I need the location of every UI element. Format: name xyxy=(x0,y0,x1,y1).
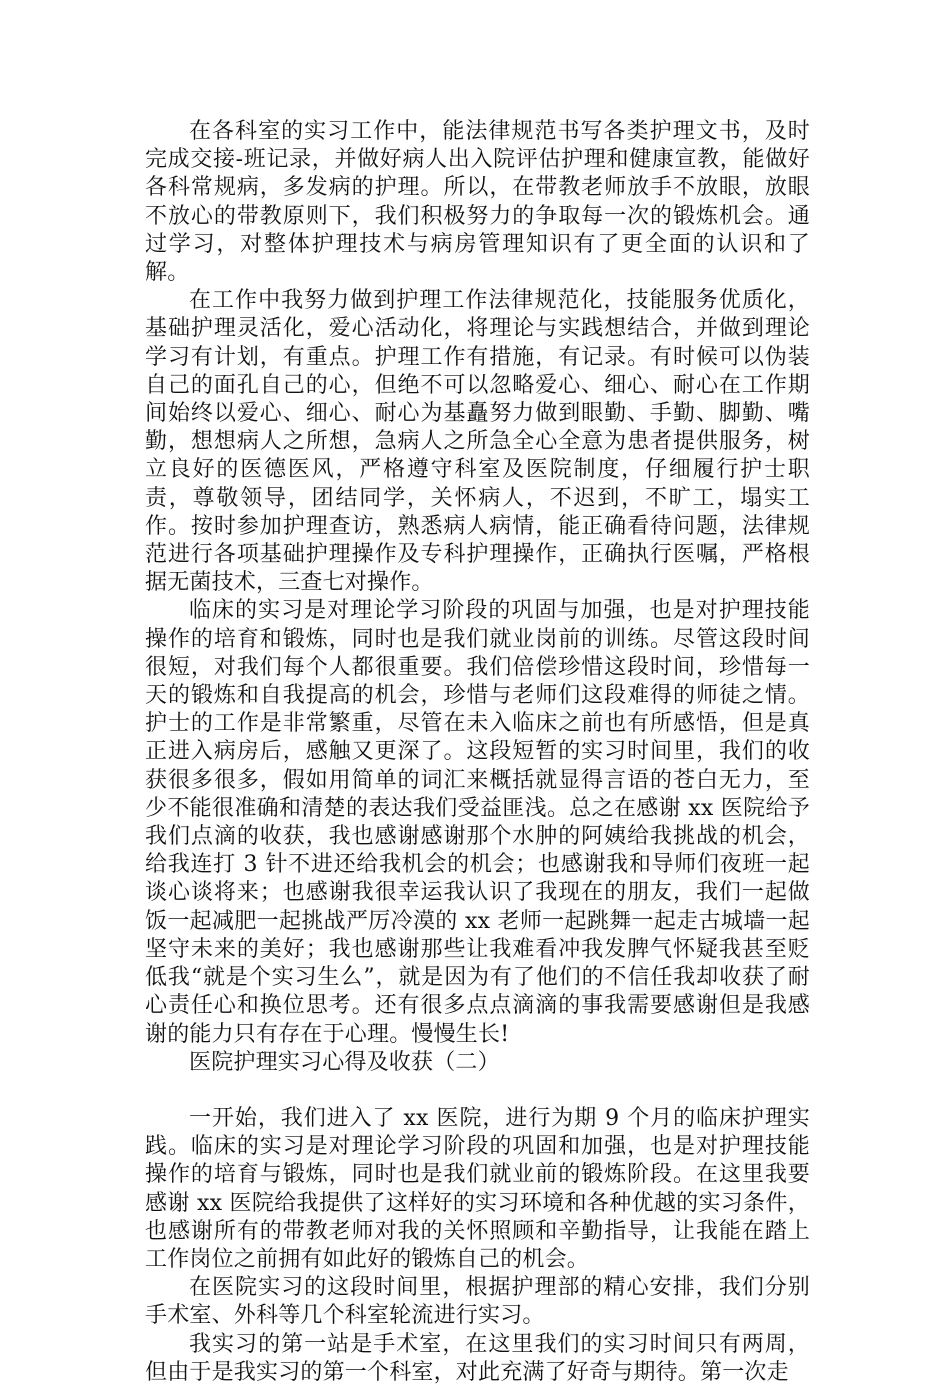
paragraph-introduction: 一开始，我们进入了 xx 医院，进行为期 9 个月的临床护理实践。临床的实习是对理论学习阶段的巩固和加强，也是对护理技能操作的培育与锻炼，同时也是我们就业前的锻炼阶段。在这里我要感谢 xx 医院给我提供了这样好的实习环境和各种优越的实习条件，也感谢所有的带教老师对我的关怀照顾和辛勤指导，让我能在踏上工作岗位之前拥有如此好的锻炼自己的机会。 xyxy=(145,1105,810,1272)
paragraph-work-standards: 在工作中我努力做到护理工作法律规范化，技能服务优质化，基础护理灵活化，爱心活动化，将理论与实践想结合，并做到理论学习有计划，有重点。护理工作有措施，有记录。有时候可以伪装自己的面孔自己的心，但绝不可以忽略爱心、细心、耐心在工作期间始终以爱心、细心、耐心为基矗努力做到眼勤、手勤、脚勤、嘴勤，想想病人之所想，急病人之所急全心全意为患者提供服务，树立良好的医德医风，严格遵守科室及医院制度，仔细履行护士职责，尊敬领导，团结同学，关怀病人，不迟到，不旷工，塌实工作。按时参加护理查访，熟悉病人病情，能正确看待问题，法律规范进行各项基础护理操作及专科护理操作，正确执行医嘱，严格根据无菌技术，三查七对操作。 xyxy=(145,288,810,596)
paragraph-rotation: 在医院实习的这段时间里，根据护理部的精心安排，我们分别手术室、外科等几个科室轮流进行实习。 xyxy=(145,1275,810,1329)
blank-line xyxy=(145,1077,810,1105)
document-page xyxy=(145,118,810,1387)
paragraph-operating-room: 我实习的第一站是手术室，在这里我们的实习时间只有两周，但由于是我实习的第一个科室，对此充满了好奇与期待。第一次走 xyxy=(145,1331,810,1385)
paragraph-clinical-reflection: 临床的实习是对理论学习阶段的巩固与加强，也是对护理技能操作的培育和锻炼，同时也是我们就业岗前的训练。尽管这段时间很短，对我们每个人都很重要。我们倍偿珍惜这段时间，珍惜每一天的锻炼和自我提高的机会，珍惜与老师们这段难得的师徒之情。护士的工作是非常繁重，尽管在未入临床之前也有所感悟，但是真正进入病房后，感触又更深了。这段短暂的实习时间里，我们的收获很多很多，假如用简单的词汇来概括就显得言语的苍白无力，至少不能很准确和清楚的表达我们受益匪浅。总之在感谢 xx 医院给予我们点滴的收获，我也感谢感谢那个水肿的阿姨给我挑战的机会，给我连打 3 针不进还给我机会的机会；也感谢我和导师们夜班一起谈心谈将来；也感谢我很幸运我认识了我现在的朋友，我们一起做饭一起减肥一起挑战严厉冷漠的 xx 老师一起跳舞一起走古城墙一起坚守未来的美好；我也感谢那些让我难看冲我发脾气怀疑我甚至贬低我“就是个实习生么”，就是因为有了他们的不信任我却收获了耐心责任心和换位思考。还有很多点点滴滴的事我需要感谢但是我感谢的能力只有存在于心理。慢慢生长! xyxy=(145,598,810,1047)
paragraph-internship-duties: 在各科室的实习工作中，能法律规范书写各类护理文书，及时完成交接-班记录，并做好病人出入院评估护理和健康宣教，能做好各科常规病，多发病的护理。所以，在带教老师放手不放眼，放眼不放心的带教原则下，我们积极努力的争取每一次的锻炼机会。通过学习，对整体护理技术与病房管理知识有了更全面的认识和了解。 xyxy=(145,119,810,286)
section-heading: 医院护理实习心得及收获（二） xyxy=(189,1049,500,1075)
